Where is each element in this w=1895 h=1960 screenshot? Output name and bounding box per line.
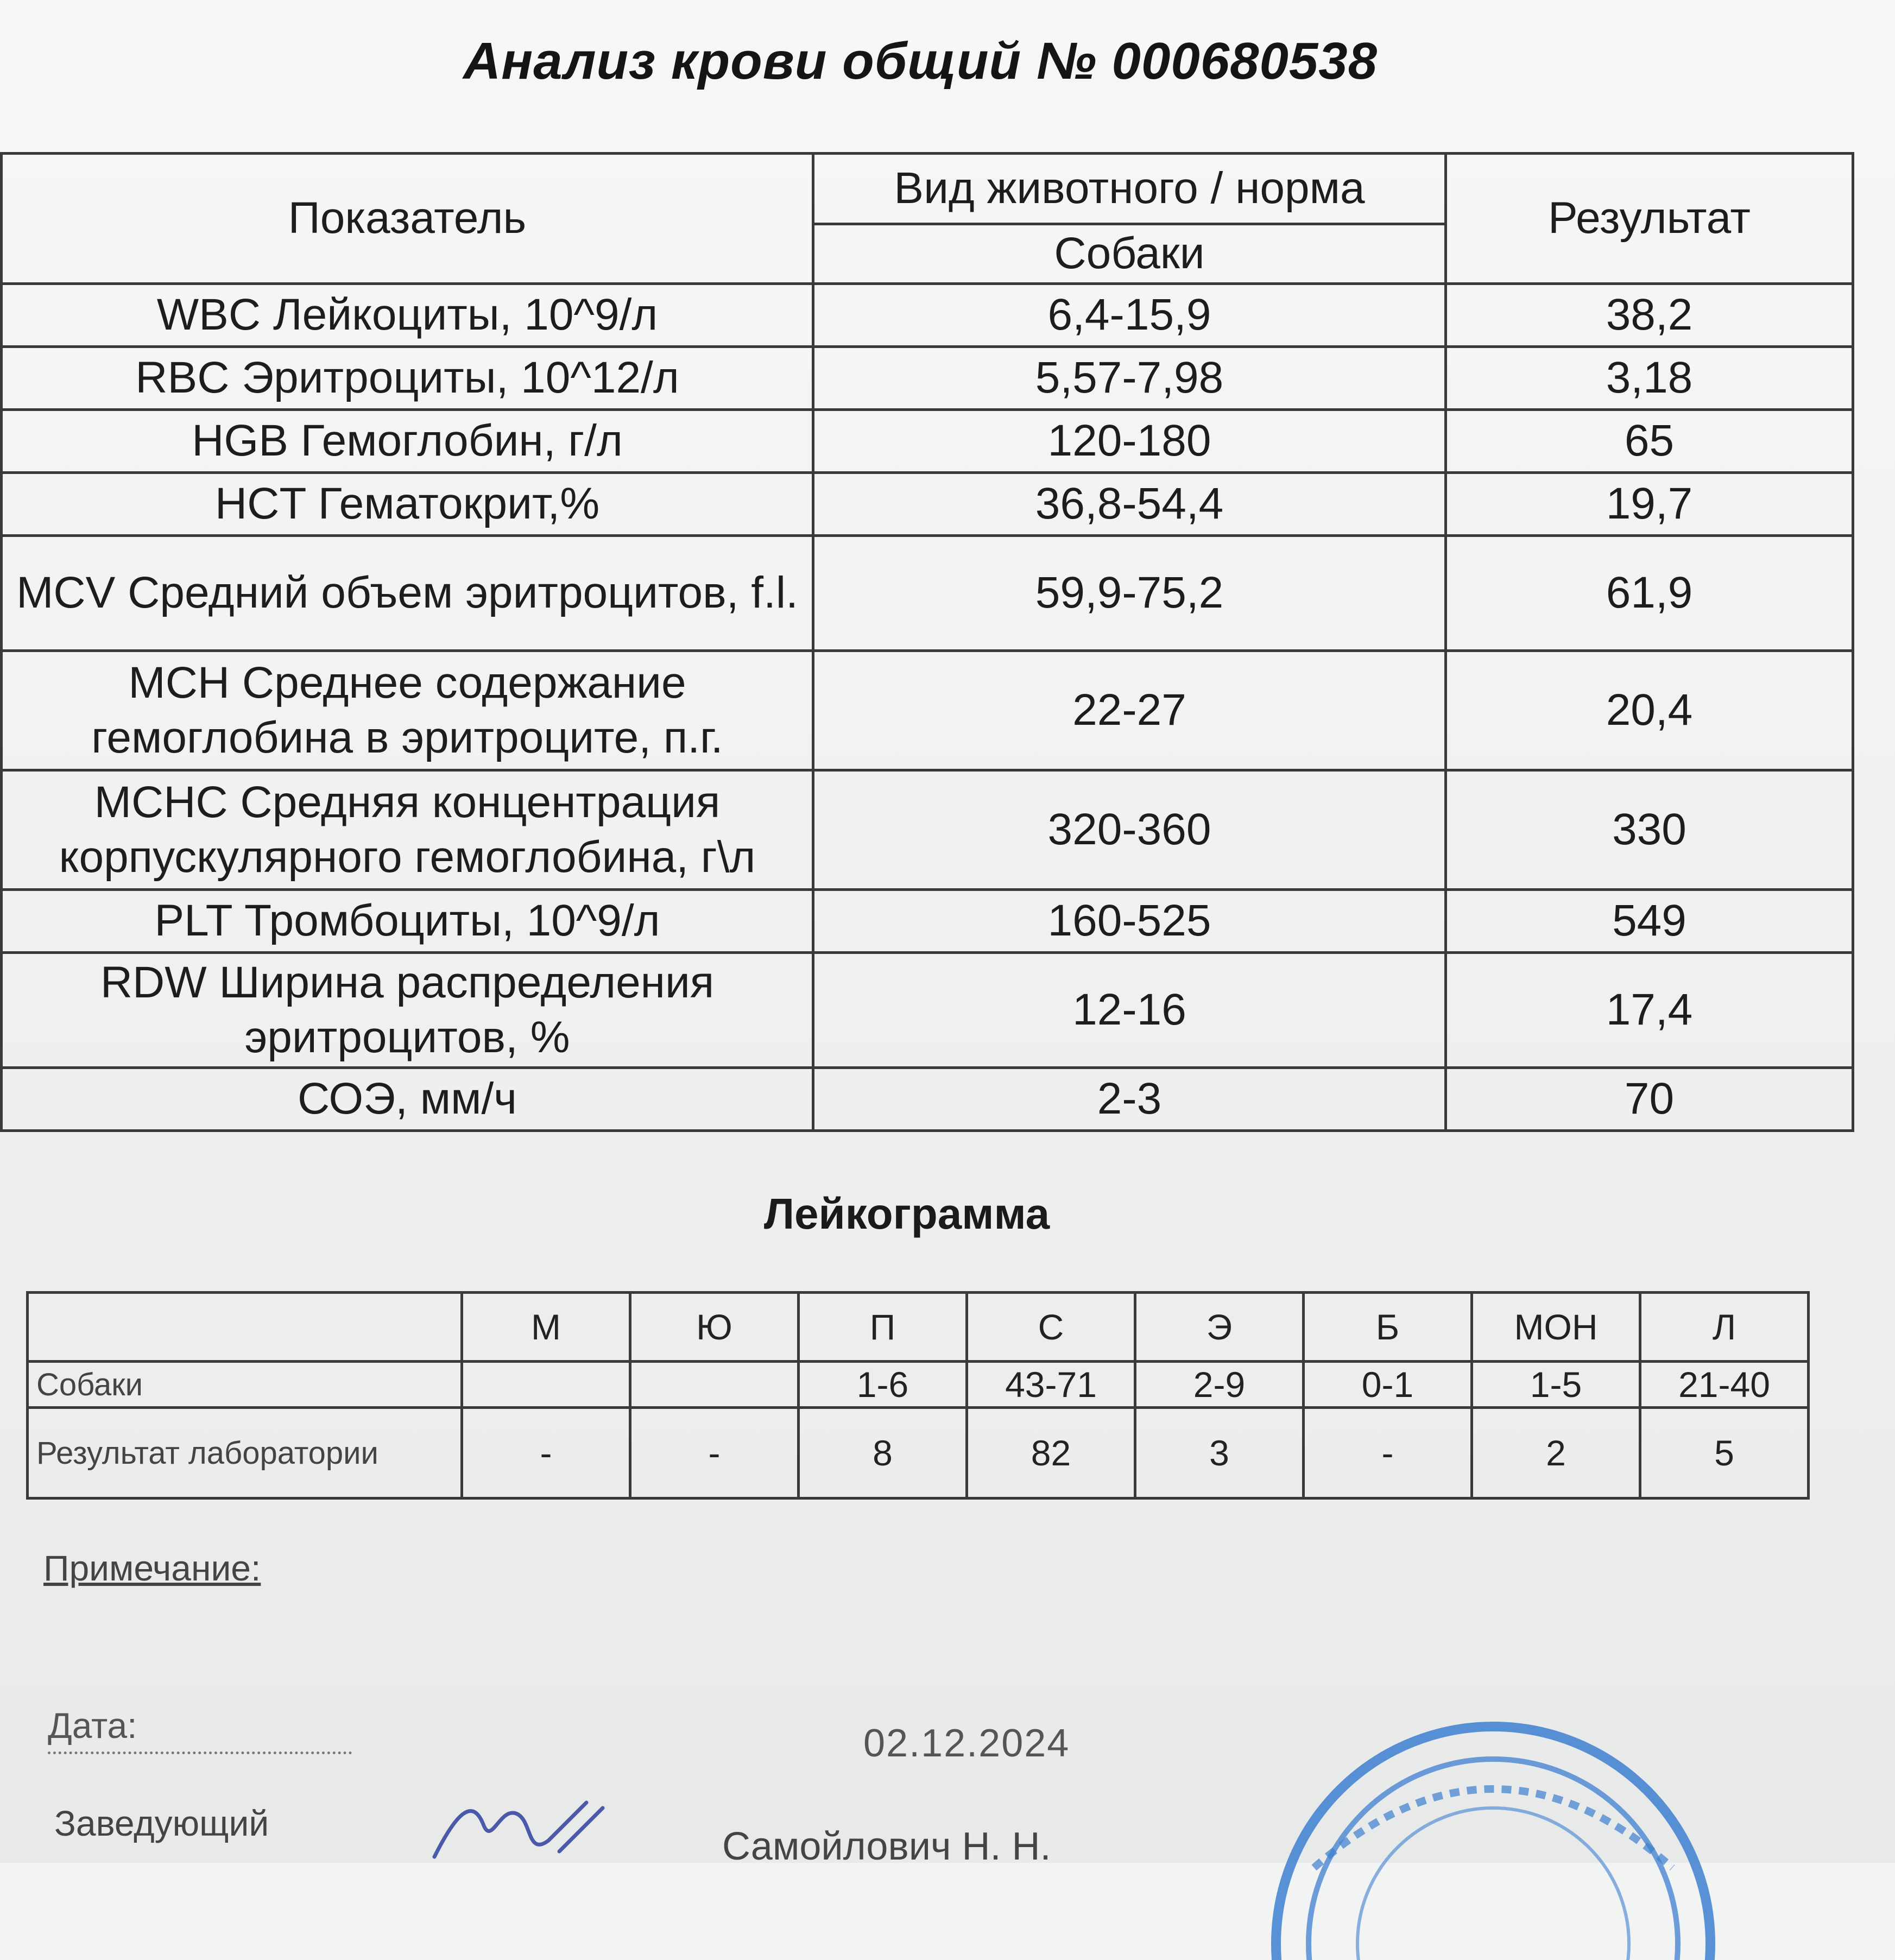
leukogram-table — [26, 1291, 1810, 1500]
leukogram-col-p: П — [799, 1293, 967, 1362]
header-species: Собаки — [813, 224, 1446, 284]
norm-cell: 5,57-7,98 — [813, 347, 1446, 410]
signature-icon — [424, 1792, 652, 1863]
leukogram-result-cell: - — [630, 1408, 799, 1499]
table-row-wbc — [2, 284, 1853, 347]
indicator-cell: MCV Средний объем эритроцитов, f.l. — [2, 536, 813, 651]
indicator-cell: PLT Тромбоциты, 10^9/л — [2, 890, 813, 953]
table-row-rbc — [2, 347, 1853, 410]
indicator-cell: WBC Лейкоциты, 10^9/л — [2, 284, 813, 347]
leukogram-result-cell: 5 — [1640, 1408, 1809, 1499]
table-row-rdw — [2, 953, 1853, 1068]
leukogram-col-m: М — [462, 1293, 630, 1362]
leukogram-norm-cell: 1-6 — [799, 1362, 967, 1408]
norm-cell: 120-180 — [813, 410, 1446, 473]
result-cell: 3,18 — [1446, 347, 1853, 410]
leukogram-norm-label: Собаки — [28, 1362, 462, 1408]
norm-cell: 22-27 — [813, 651, 1446, 770]
result-cell: 19,7 — [1446, 473, 1853, 536]
indicator-cell: RBC Эритроциты, 10^12/л — [2, 347, 813, 410]
result-cell: 20,4 — [1446, 651, 1853, 770]
blood-analysis-table — [0, 152, 1854, 1132]
leukogram-col-b: Б — [1304, 1293, 1472, 1362]
indicator-cell: MCHC Средняя концентрация корпускулярного гемоглобина, г\л — [2, 770, 813, 890]
result-cell: 65 — [1446, 410, 1853, 473]
result-cell: 38,2 — [1446, 284, 1853, 347]
leukogram-norm-cell — [630, 1362, 799, 1408]
table-row-mch — [2, 651, 1853, 770]
indicator-cell: HCT Гематокрит,% — [2, 473, 813, 536]
table-row-soe — [2, 1068, 1853, 1131]
norm-cell: 36,8-54,4 — [813, 473, 1446, 536]
leukogram-header-row — [28, 1293, 1809, 1362]
leukogram-norm-row — [28, 1362, 1809, 1408]
leukogram-norm-cell: 2-9 — [1135, 1362, 1304, 1408]
table-header-row — [2, 154, 1853, 224]
document-title: Анализ крови общий № 000680538 — [463, 32, 1378, 90]
leukogram-col-l: Л — [1640, 1293, 1809, 1362]
head-label: Заведующий — [54, 1803, 269, 1843]
header-indicator: Показатель — [2, 154, 813, 284]
leukogram-result-cell: - — [462, 1408, 630, 1499]
indicator-cell: HGB Гемоглобин, г/л — [2, 410, 813, 473]
leukogram-col-yu: Ю — [630, 1293, 799, 1362]
table-row-hct — [2, 473, 1853, 536]
norm-cell: 2-3 — [813, 1068, 1446, 1131]
header-result: Результат — [1446, 154, 1853, 284]
table-row-hgb — [2, 410, 1853, 473]
table-row-plt — [2, 890, 1853, 953]
result-cell: 330 — [1446, 770, 1853, 890]
leukogram-col-s: С — [967, 1293, 1135, 1362]
header-species-norm: Вид животного / норма — [813, 154, 1446, 224]
result-cell: 70 — [1446, 1068, 1853, 1131]
norm-cell: 160-525 — [813, 890, 1446, 953]
leukogram-result-cell: 8 — [799, 1408, 967, 1499]
leukogram-col-e: Э — [1135, 1293, 1304, 1362]
leukogram-result-cell: - — [1304, 1408, 1472, 1499]
table-row-mcv — [2, 536, 1853, 651]
leukogram-result-row — [28, 1408, 1809, 1499]
stamp-seal-icon — [1238, 1689, 1727, 1960]
indicator-cell: СОЭ, мм/ч — [2, 1068, 813, 1131]
norm-cell: 59,9-75,2 — [813, 536, 1446, 651]
leukogram-result-label: Результат лаборатории — [28, 1408, 462, 1499]
leukogram-result-cell: 82 — [967, 1408, 1135, 1499]
leukogram-norm-cell: 0-1 — [1304, 1362, 1472, 1408]
indicator-cell: RDW Ширина распределения эритроцитов, % — [2, 953, 813, 1068]
leukogram-norm-cell: 21-40 — [1640, 1362, 1809, 1408]
date-label: Дата: — [48, 1705, 352, 1754]
date-value: 02.12.2024 — [863, 1722, 1070, 1765]
head-name: Самойлович Н. Н. — [722, 1825, 1051, 1868]
leukogram-result-cell: 3 — [1135, 1408, 1304, 1499]
leukogram-corner-cell — [28, 1293, 462, 1362]
leukogram-norm-cell: 1-5 — [1472, 1362, 1640, 1408]
table-row-mchc — [2, 770, 1853, 890]
note-label: Примечание: — [43, 1548, 261, 1588]
norm-cell: 12-16 — [813, 953, 1446, 1068]
result-cell: 61,9 — [1446, 536, 1853, 651]
leukogram-norm-cell — [462, 1362, 630, 1408]
norm-cell: 320-360 — [813, 770, 1446, 890]
leukogram-result-cell: 2 — [1472, 1408, 1640, 1499]
norm-cell: 6,4-15,9 — [813, 284, 1446, 347]
leukogram-title: Лейкограмма — [763, 1190, 1050, 1238]
indicator-cell: MCH Среднее содержание гемоглобина в эритроците, п.г. — [2, 651, 813, 770]
leukogram-norm-cell: 43-71 — [967, 1362, 1135, 1408]
result-cell: 549 — [1446, 890, 1853, 953]
result-cell: 17,4 — [1446, 953, 1853, 1068]
leukogram-col-mon: МОН — [1472, 1293, 1640, 1362]
